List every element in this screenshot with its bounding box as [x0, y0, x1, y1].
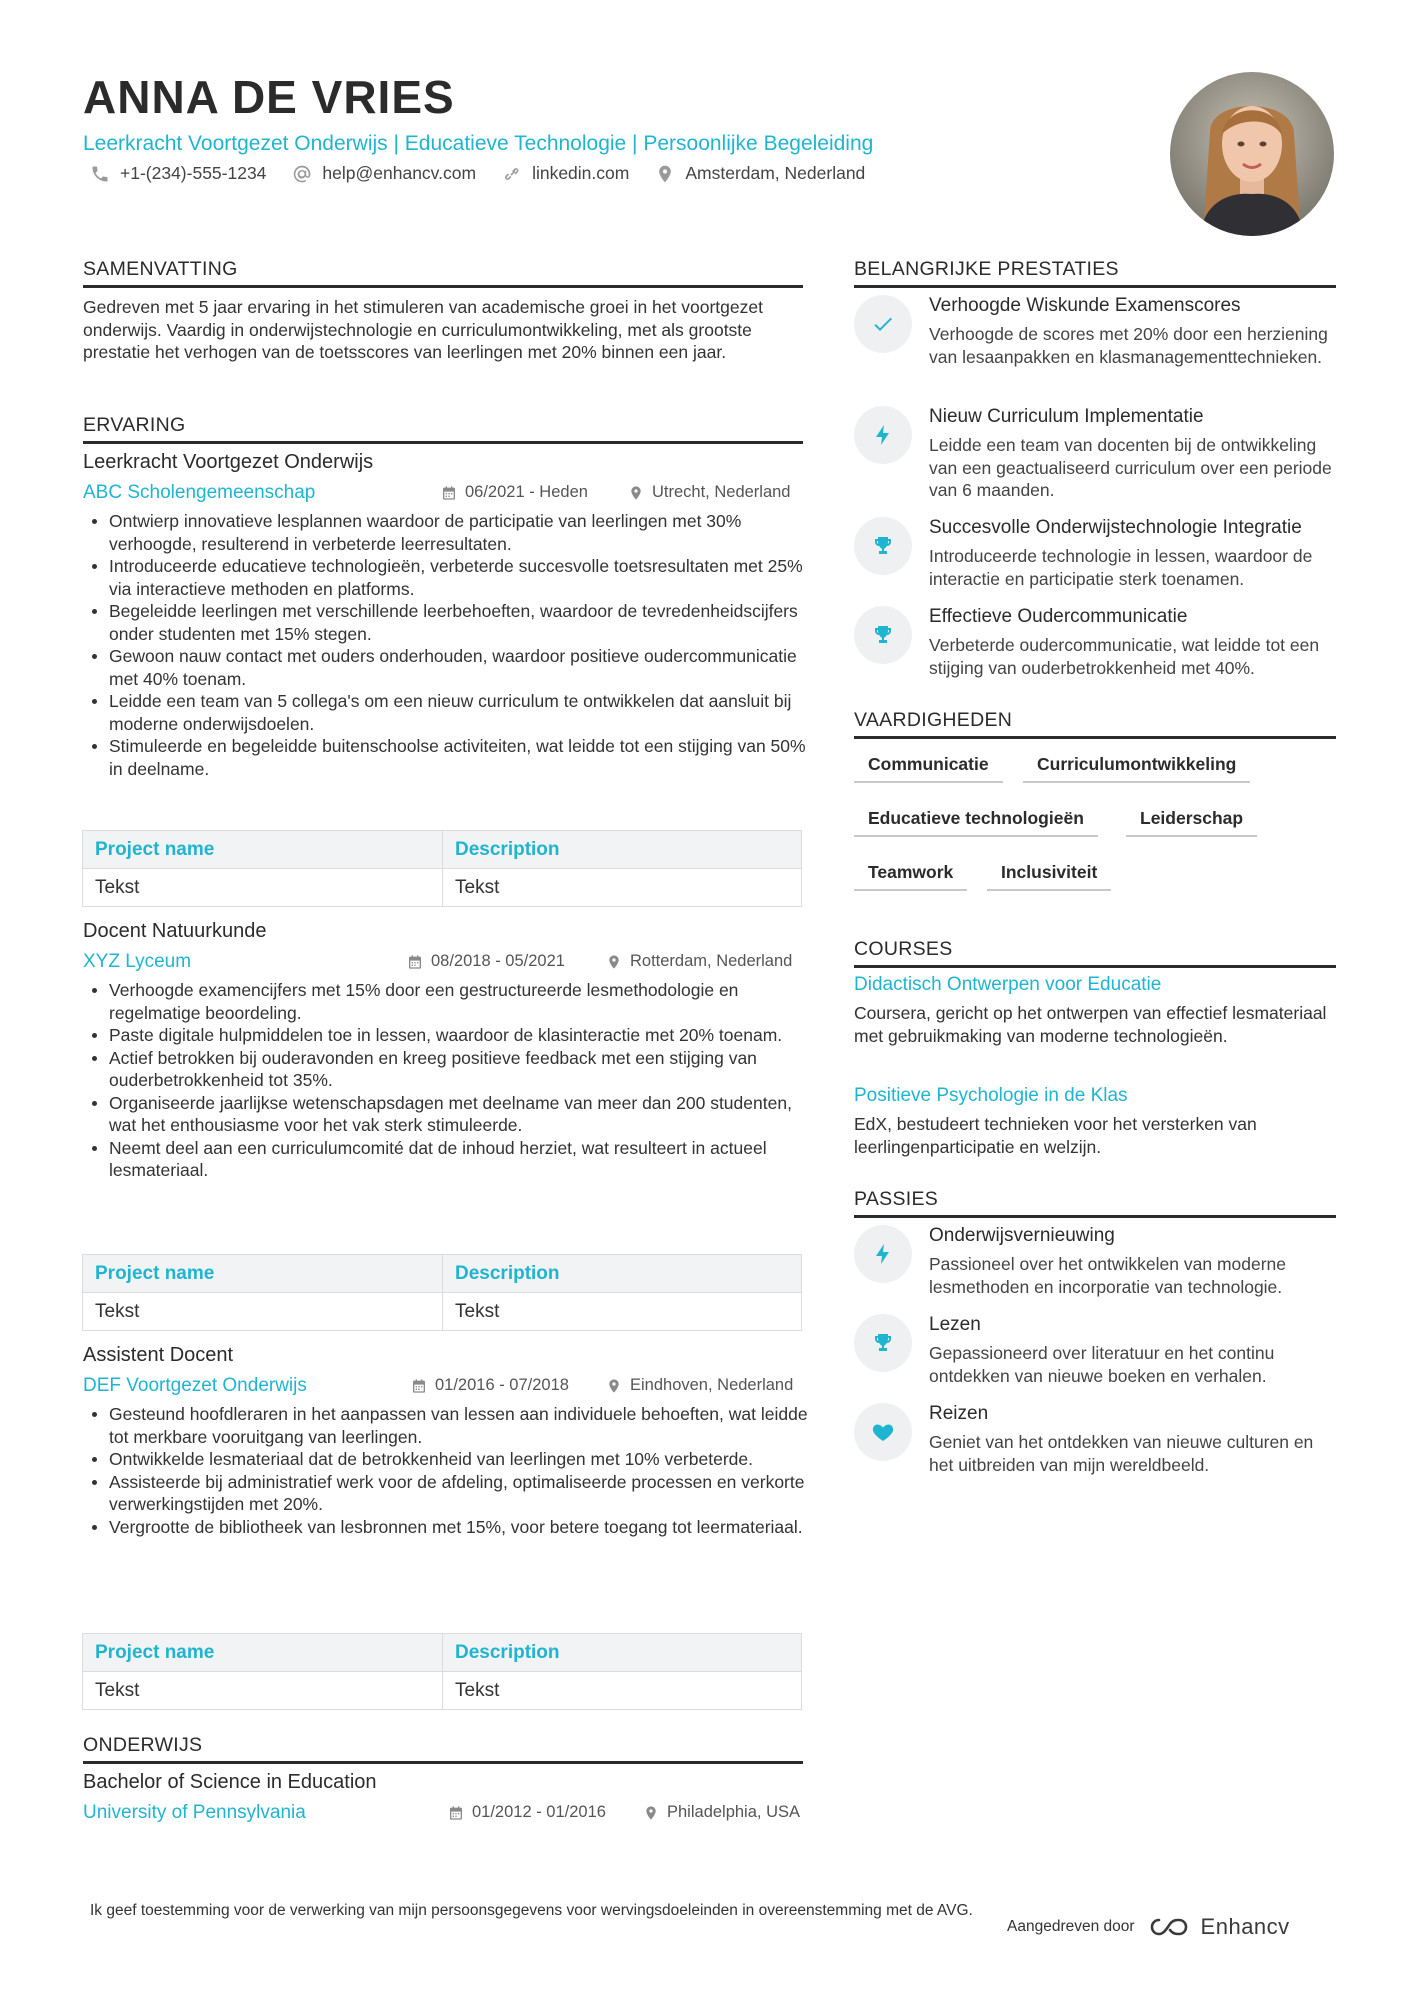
location-icon — [628, 485, 644, 501]
table-header-description: Description — [442, 831, 801, 868]
gdpr-consent: Ik geef toestemming voor de verwerking van mijn persoonsgegevens voor wervingsdoeleinden in overeenstemming met de AVG. — [90, 1902, 973, 1919]
achievement-desc: Leidde een team van docenten bij de ontwikkeling van een geactualiseerd curriculum over een periode van 6 maanden. — [929, 435, 1332, 500]
summary-text: Gedreven met 5 jaar ervaring in het stimuleren van academische groei in het voortgezet onderwijs. Vaardig in onderwijstechnologie en curriculumontwikkeling, met als grootste prestatie het verhogen van de toetsscores van leerlingen met 20% binnen een jaar. — [83, 297, 763, 362]
calendar-icon — [407, 954, 423, 970]
location-icon — [606, 954, 622, 970]
list-item: Gesteund hoofdleraren in het aanpassen van lessen aan individuele behoeften, wat leidde tot merkbare vooruitgang van leerlingen. — [83, 1403, 808, 1448]
trophy-icon — [871, 534, 895, 558]
education-dates: 01/2012 - 01/2016 — [448, 1803, 606, 1822]
job-dates: 01/2016 - 07/2018 — [411, 1376, 569, 1395]
passion-item — [854, 1403, 1336, 1483]
list-item: Organiseerde jaarlijkse wetenschapsdagen met deelname van meer dan 200 studenten, wat het enthousiasme voor het vak sterk stimuleerde. — [83, 1092, 808, 1137]
passion-item — [854, 1225, 1336, 1305]
skill-tag: Inclusiviteit — [987, 862, 1111, 891]
contact-email-text: help@enhancv.com — [322, 163, 477, 183]
achievement-title: Verhoogde Wiskunde Examenscores — [929, 295, 1241, 316]
passion-desc: Passioneel over het ontwikkelen van moderne lesmethoden en incorporatie van technologie. — [929, 1254, 1287, 1297]
achievement-desc: Verbeterde oudercommunicatie, wat leidde tot een stijging van ouderbetrokkenheid met 40%. — [929, 635, 1320, 678]
brand-name: Enhancv — [1200, 1914, 1290, 1939]
list-item: Introduceerde educatieve technologieën, verbeterde succesvolle toetsresultaten met 25% via interactieve methoden en platforms. — [83, 555, 808, 600]
at-icon — [292, 164, 312, 184]
contact-linkedin[interactable] — [502, 163, 629, 184]
skill-tag: Communicatie — [854, 754, 1003, 783]
passion-desc: Geniet van het ontdekken van nieuwe culturen en het uitbreiden van mijn wereldbeeld. — [929, 1432, 1314, 1475]
contact-phone[interactable] — [90, 163, 266, 184]
enhancv-logo[interactable] — [1147, 1914, 1290, 1940]
headline: Leerkracht Voortgezet Onderwijs | Educatieve Technologie | Persoonlijke Begeleiding — [83, 132, 874, 155]
list-item: Leidde een team van 5 collega's om een nieuw curriculum te ontwikkelen dat aansluit bij moderne onderwijsdoelen. — [83, 690, 808, 735]
achievement-title: Effectieve Oudercommunicatie — [929, 606, 1188, 627]
check-icon — [871, 312, 895, 336]
project-table — [82, 1254, 802, 1331]
job-dates: 08/2018 - 05/2021 — [407, 952, 565, 971]
achievement-item — [854, 606, 1336, 686]
table-header-project: Project name — [95, 1262, 215, 1284]
link-icon — [502, 164, 522, 184]
school-name[interactable]: University of Pennsylvania — [83, 1802, 306, 1823]
section-summary-title: SAMENVATTING — [83, 258, 803, 288]
section-passions-title: PASSIES — [854, 1188, 1336, 1218]
achievement-item — [854, 517, 1336, 597]
project-table — [82, 830, 802, 907]
table-header-project: Project name — [95, 838, 215, 860]
section-courses-title: COURSES — [854, 938, 1336, 968]
skill-tag: Curriculumontwikkeling — [1023, 754, 1250, 783]
table-cell: Tekst — [442, 1672, 801, 1709]
job-bullets — [83, 1403, 808, 1538]
education-location: Philadelphia, USA — [643, 1803, 800, 1822]
list-item: Gewoon nauw contact met ouders onderhouden, waardoor positieve oudercommunicatie met 40% toenam. — [83, 645, 808, 690]
passion-title: Onderwijsvernieuwing — [929, 1225, 1115, 1246]
job-company[interactable]: DEF Voortgezet Onderwijs — [83, 1375, 307, 1396]
trophy-icon — [871, 623, 895, 647]
list-item: Assisteerde bij administratief werk voor de afdeling, optimaliseerde processen en verkorte verwerkingstijden met 20%. — [83, 1471, 808, 1516]
section-education-title: ONDERWIJS — [83, 1734, 803, 1764]
table-cell: Tekst — [95, 1300, 140, 1322]
list-item: Ontwierp innovatieve lesplannen waardoor de participatie van leerlingen met 30% verhoogde, resulterend in verbeterde leerresultaten. — [83, 510, 808, 555]
contact-linkedin-text: linkedin.com — [532, 163, 630, 183]
bolt-icon — [871, 423, 895, 447]
contact-location — [655, 163, 865, 184]
achievement-title: Succesvolle Onderwijstechnologie Integratie — [929, 517, 1302, 538]
skill-tag: Educatieve technologieën — [854, 808, 1098, 837]
table-cell: Tekst — [442, 1293, 801, 1330]
project-table — [82, 1633, 802, 1710]
job-location: Utrecht, Nederland — [628, 483, 791, 502]
list-item: Stimuleerde en begeleidde buitenschoolse activiteiten, wat leidde tot een stijging van 50% in deelname. — [83, 735, 808, 780]
contact-bar — [90, 163, 865, 184]
section-experience-title: ERVARING — [83, 414, 803, 444]
bolt-icon — [871, 1242, 895, 1266]
job-bullets — [83, 979, 808, 1182]
course-title[interactable]: Positieve Psychologie in de Klas — [854, 1085, 1128, 1106]
list-item: Paste digitale hulpmiddelen toe in lessen, waardoor de klasinteractie met 20% toenam. — [83, 1024, 808, 1047]
achievement-item — [854, 406, 1336, 506]
course-desc: Coursera, gericht op het ontwerpen van effectief lesmateriaal met gebruikmaking van moderne technologieën. — [854, 1003, 1327, 1046]
calendar-icon — [411, 1378, 427, 1394]
powered-by-label: Aangedreven door — [1007, 1918, 1135, 1935]
passion-item — [854, 1314, 1336, 1394]
trophy-icon — [871, 1331, 895, 1355]
calendar-icon — [441, 485, 457, 501]
job-location: Rotterdam, Nederland — [606, 952, 792, 971]
location-icon — [606, 1378, 622, 1394]
list-item: Actief betrokken bij ouderavonden en kreeg positieve feedback met een stijging van ouderbetrokkenheid tot 35%. — [83, 1047, 808, 1092]
calendar-icon — [448, 1805, 464, 1821]
candidate-name: ANNA DE VRIES — [83, 71, 455, 123]
job-title: Assistent Docent — [83, 1344, 234, 1366]
list-item: Ontwikkelde lesmateriaal dat de betrokkenheid van leerlingen met 10% verbeterde. — [83, 1448, 808, 1471]
table-header-description: Description — [442, 1634, 801, 1671]
passion-desc: Gepassioneerd over literatuur en het continu ontdekken van nieuwe boeken en verhalen. — [929, 1343, 1275, 1386]
location-icon — [643, 1805, 659, 1821]
course-title[interactable]: Didactisch Ontwerpen voor Educatie — [854, 974, 1162, 995]
phone-icon — [90, 164, 110, 184]
table-cell: Tekst — [95, 876, 140, 898]
job-dates: 06/2021 - Heden — [441, 483, 588, 502]
job-company[interactable]: ABC Scholengemeenschap — [83, 482, 316, 503]
table-cell: Tekst — [442, 869, 801, 906]
list-item: Neemt deel aan een curriculumcomité dat de inhoud herziet, wat resulteert in actueel lesmateriaal. — [83, 1137, 808, 1182]
table-header-description: Description — [442, 1255, 801, 1292]
achievement-desc: Verhoogde de scores met 20% door een herziening van lesaanpakken en klasmanagementtechnieken. — [929, 324, 1328, 367]
list-item: Begeleidde leerlingen met verschillende leerbehoeften, waardoor de tevredenheidscijfers onder studenten met 15% stegen. — [83, 600, 808, 645]
contact-phone-text: +1-(234)-555-1234 — [120, 163, 267, 183]
heart-icon — [871, 1420, 895, 1444]
job-title: Leerkracht Voortgezet Onderwijs — [83, 451, 374, 473]
passion-title: Reizen — [929, 1403, 989, 1424]
list-item: Verhoogde examencijfers met 15% door een gestructureerde lesmethodologie en regelmatige beoordeling. — [83, 979, 808, 1024]
skill-tag: Leiderschap — [1126, 808, 1257, 837]
powered-by — [1007, 1914, 1290, 1940]
job-company[interactable]: XYZ Lyceum — [83, 951, 192, 972]
skill-tag: Teamwork — [854, 862, 967, 891]
location-icon — [655, 164, 675, 184]
job-location: Eindhoven, Nederland — [606, 1376, 793, 1395]
achievement-item — [854, 295, 1336, 395]
job-title: Docent Natuurkunde — [83, 920, 267, 942]
course-desc: EdX, bestudeert technieken voor het versterken van leerlingenparticipatie en welzijn. — [854, 1114, 1257, 1157]
section-skills-title: VAARDIGHEDEN — [854, 709, 1336, 739]
table-header-project: Project name — [95, 1641, 215, 1663]
table-cell: Tekst — [95, 1679, 140, 1701]
infinity-icon — [1147, 1915, 1193, 1939]
degree-title: Bachelor of Science in Education — [83, 1771, 377, 1793]
achievement-title: Nieuw Curriculum Implementatie — [929, 406, 1204, 427]
contact-location-text: Amsterdam, Nederland — [685, 163, 866, 183]
job-bullets — [83, 510, 808, 780]
list-item: Vergrootte de bibliotheek van lesbronnen met 15%, voor betere toegang tot leermateriaal. — [83, 1516, 808, 1539]
contact-email[interactable] — [292, 163, 476, 184]
profile-photo — [1170, 72, 1334, 236]
section-achievements-title: BELANGRIJKE PRESTATIES — [854, 258, 1336, 288]
achievement-desc: Introduceerde technologie in lessen, waardoor de interactie en participatie sterk toenamen. — [929, 546, 1313, 589]
passion-title: Lezen — [929, 1314, 981, 1335]
